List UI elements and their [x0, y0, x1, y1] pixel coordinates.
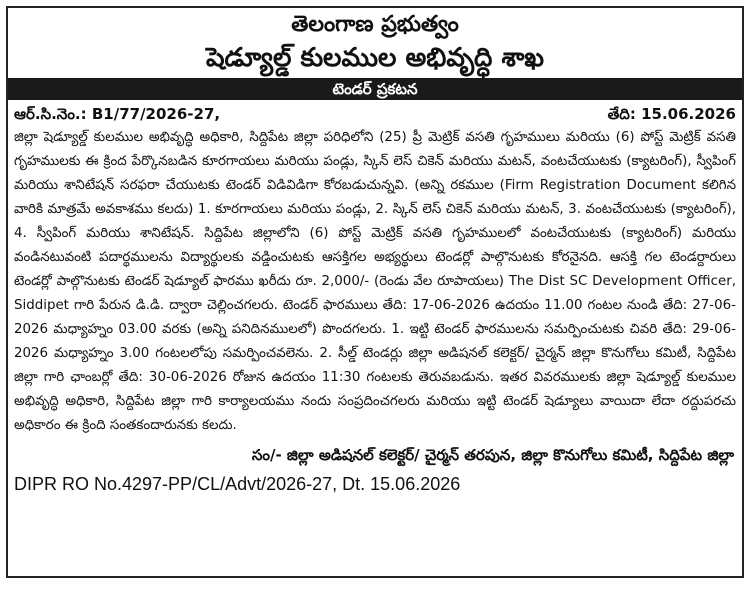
notice-date: తేది: 15.06.2026 — [607, 105, 736, 123]
dipr-reference: DIPR RO No.4297-PP/CL/Advt/2026-27, Dt. 15.06.2026 — [14, 474, 461, 494]
department-title: షెడ్యూల్డ్ కులముల అభివృద్ధి శాఖ — [205, 43, 545, 73]
tender-notice — [6, 6, 744, 578]
signature-line: సం/- జిల్లా అడిషనల్ కలెక్టర్/ చైర్మన్ తరపున, జిల్లా కొనుగోలు కమిటీ, సిద్దిపేట జిల్లా — [251, 446, 734, 464]
notice-body: జిల్లా షెడ్యూల్డ్ కులముల అభివృద్ధి అధికారి, సిద్దిపేట జిల్లా పరిధిలోని (25) ప్రీ మెట్రిక్ వసతి గృహములు మరియు (6) పోస్ట్ మెట్రిక్ వసతి గృహములకు ఈ క్రింద పేర్కొనబడిన కూరగాయలు మరియు పండ్లు, స్కిన్ లెస్ చికెన్ మరియు మటన్, వంటచేయుటకు (క్యాటరింగ్), స్వీపింగ్ మరియు శానిటేషన్ సరఫరా చేయుటకు టెండర్ విడివిడిగా కోరబడుచున్నవి. (అన్ని రకముల (Firm Registration Document కలిగిన వారికి మాత్రమే అవకాశము కలదు) 1. కూరగాయలు మరియు పండ్లు, 2. స్కిన్ లెస్ చికెన్ మరియు మటన్, 3. వంటచేయుటకు (క్యాటరింగ్), 4. స్వీపింగ్ మరియు శానిటేషన్. సిద్దిపేట జిల్లాలోని (6) పోస్ట్ మెట్రిక్ వసతి గృహములలో వంటచేయుటకు (క్యాటరింగ్) మరియు వండినటువంటి పదార్థములను విద్యార్థులకు వడ్డించుటకు ఆసక్తిగల అభ్యర్థులు టెండర్లో పాల్గొనుటకు కోరనైనది. ఆసక్తి గల టెండర్దారులు టెండర్లో పాల్గొనుటకు టెండర్ షెడ్యూల్ ఫారము ఖరీదు రూ. 2,000/- (రెండు వేల రూపాయలు) The Dist SC Development Officer, Siddipet గారి పేరున డి.డి. ద్వారా చెల్లించగలరు. టెండర్ ఫారములు తేది: 17-06-2026 ఉదయం 11.00 గంటల నుండి తేది: 27-06-2026 మధ్యాహ్నం 03.00 వరకు (అన్ని పనిదినములలో) పొందగలరు. 1. ఇట్టి టెండర్ ఫారములను సమర్పించుటకు చివరి తేది: 29-06-2026 మధ్యాహ్నం 3.00 గంటలలోపు సమర్పించవలెను. 2. సీల్డ్ టెండర్లు జిల్లా అడిషనల్ కలెక్టర్/ చైర్మన్ జిల్లా కొనుగోలు కమిటీ, సిద్దిపేట జిల్లా గారి ఛాంబర్లో తేది: 30-06-2026 రోజున ఉదయం 11:30 గంటలకు తెరువబడును. ఇతర వివరములకు జిల్లా షెడ్యూల్డ్ కులముల అభివృద్ధి అధికారి, సిద్దిపేట జిల్లా గారి కార్యాలయము నందు సంప్రదించగలరు మరియు ఇట్టి టెండర్ షెడ్యూలు వాయిదా లేదా రద్దుపరచు అధికారం ఈ క్రింది సంతకందారునకు కలదు. — [14, 130, 736, 433]
government-title: తెలంగాణ ప్రభుత్వం — [291, 12, 459, 37]
reference-number: ఆర్.సి.నెం.: B1/77/2026-27, — [14, 105, 221, 123]
reference-row — [8, 100, 742, 124]
tender-banner: టెండర్ ప్రకటన — [8, 78, 742, 100]
